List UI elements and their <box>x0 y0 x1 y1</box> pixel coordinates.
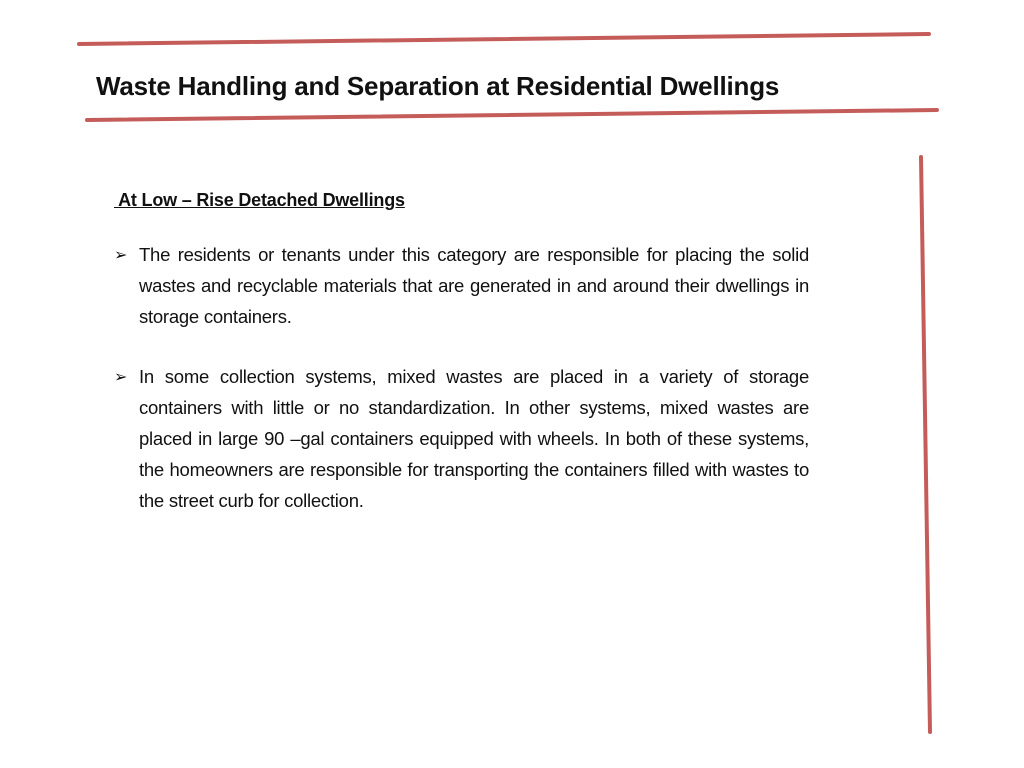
arrow-bullet-icon: ➢ <box>114 245 128 264</box>
bullet-text: The residents or tenants under this category are responsible for placing the solid wastes and recyclable materials that are generated in and around their dwellings in storage containers. <box>139 244 809 327</box>
bullet-item <box>112 240 809 332</box>
bullet-text: In some collection systems, mixed wastes are placed in a variety of storage containers with little or no standardization. In other systems, mixed wastes are placed in large 90 –gal containers equipped with wheels. In both of these systems, the homeowners are responsible for transporting the containers filled with wastes to the street curb for collection. <box>139 366 809 511</box>
title-underline-accent-line <box>87 110 937 120</box>
right-vertical-accent-line <box>921 157 930 732</box>
slide-title: Waste Handling and Separation at Residential Dwellings <box>96 71 780 101</box>
bullet-item <box>112 362 809 516</box>
slide-content <box>112 186 809 546</box>
top-accent-line <box>79 34 929 44</box>
arrow-bullet-icon: ➢ <box>114 367 128 387</box>
section-heading: At Low – Rise Detached Dwellings <box>114 190 405 210</box>
bullet-list <box>112 240 809 516</box>
